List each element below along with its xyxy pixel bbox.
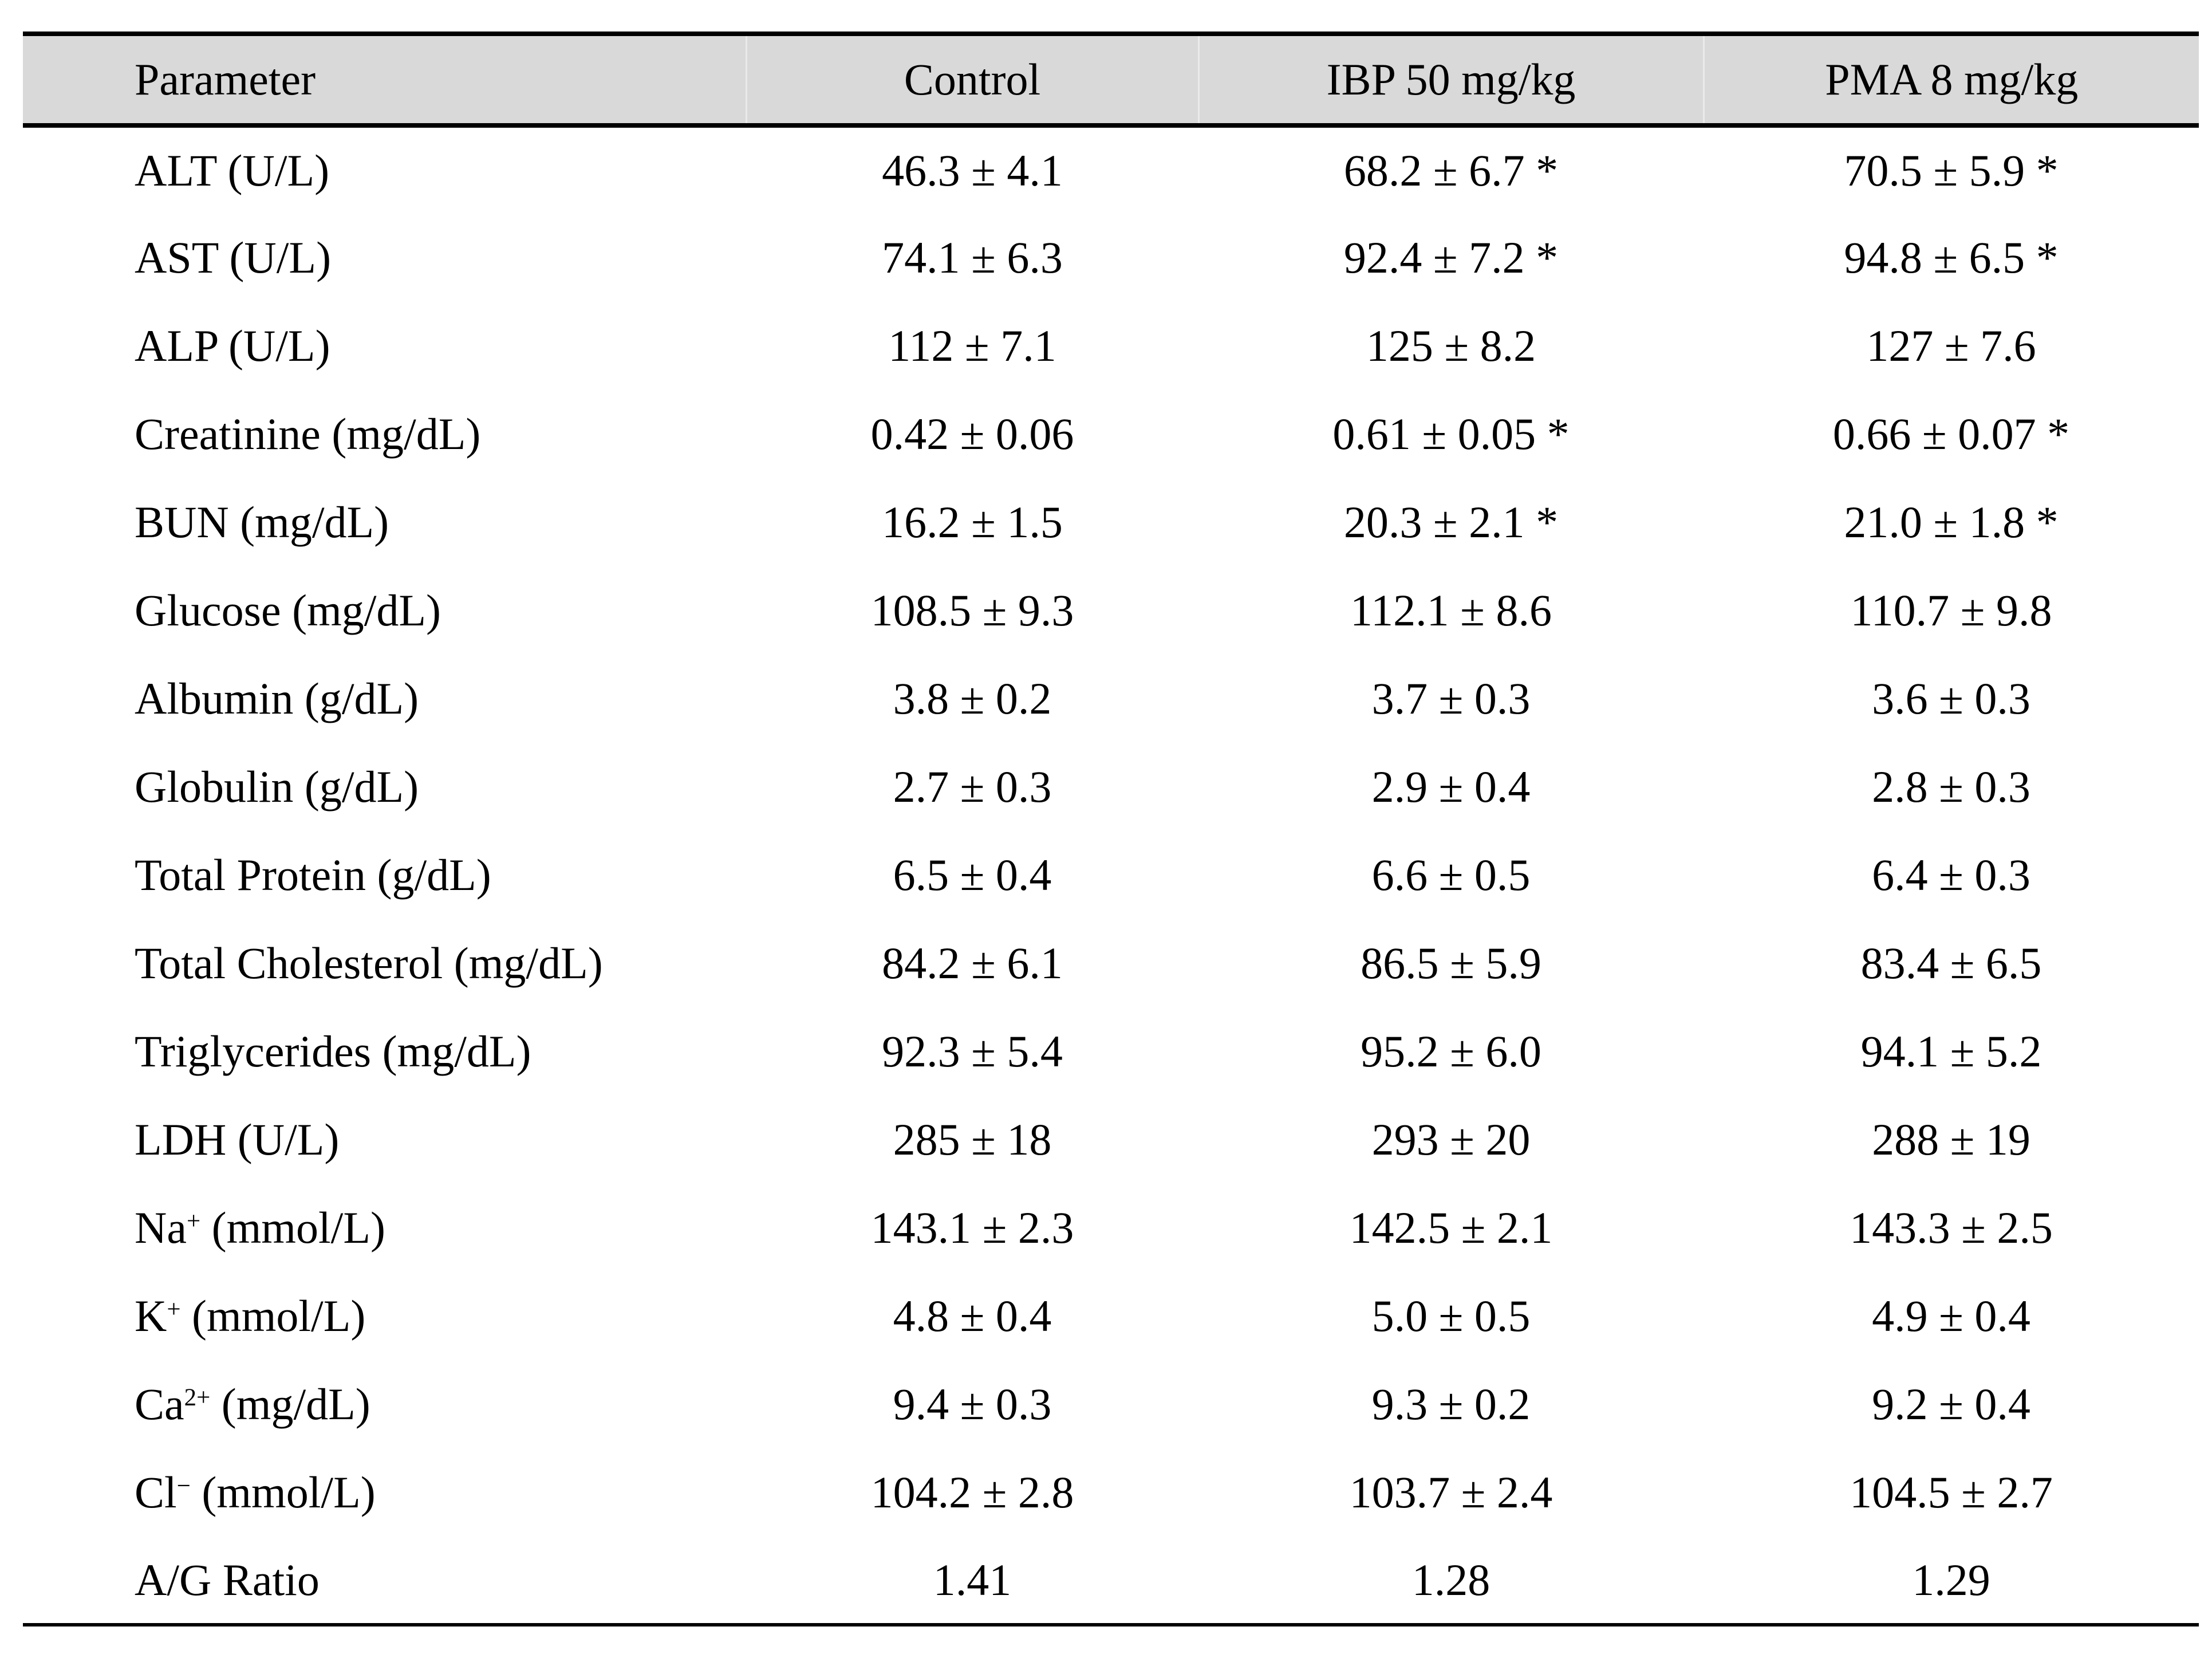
ibp-value-cell: 9.3 ± 0.2: [1371, 1379, 1531, 1429]
parameter-unit: (mmol/L): [180, 1291, 366, 1341]
parameter-cell: [23, 743, 746, 831]
pma-value-cell: 104.5 ± 2.7: [1850, 1467, 2053, 1517]
parameter-name: ALT (U/L): [135, 145, 330, 195]
control-value-cell: 84.2 ± 6.1: [882, 938, 1063, 988]
control-value-cell: 16.2 ± 1.5: [882, 497, 1063, 547]
parameter-name: Cl: [135, 1467, 177, 1517]
pma-value-cell: 2.8 ± 0.3: [1872, 762, 2030, 812]
parameter-name: Triglycerides (mg/dL): [135, 1026, 531, 1076]
parameter-cell: [23, 1272, 746, 1360]
table-row: [23, 919, 2199, 1007]
table-row: [23, 214, 2199, 302]
parameter-name: Total Protein (g/dL): [135, 850, 491, 900]
ibp-value-cell: 103.7 ± 2.4: [1349, 1467, 1553, 1517]
parameter-cell: [23, 655, 746, 743]
parameter-name: A/G Ratio: [135, 1554, 320, 1605]
pma-value-cell: 83.4 ± 6.5: [1860, 938, 2042, 988]
table-row: [23, 1272, 2199, 1360]
ibp-value-cell: 5.0 ± 0.5: [1371, 1291, 1531, 1341]
ibp-value-cell: 92.4 ± 7.2 *: [1343, 233, 1559, 282]
control-value-cell: 1.41: [933, 1554, 1012, 1605]
control-value-cell: 92.3 ± 5.4: [882, 1026, 1063, 1076]
parameter-superscript: −: [176, 1472, 191, 1500]
pma-value-cell: 6.4 ± 0.3: [1872, 850, 2030, 900]
parameter-cell: [23, 1537, 746, 1625]
parameter-name: Ca: [135, 1379, 184, 1429]
parameter-cell: [23, 919, 746, 1007]
column-header-parameter: Parameter: [23, 34, 746, 125]
pma-value-cell: 0.66 ± 0.07 *: [1832, 409, 2070, 459]
parameter-cell: [23, 566, 746, 655]
control-value-cell: 2.7 ± 0.3: [893, 762, 1052, 812]
pma-value-cell: 3.6 ± 0.3: [1872, 674, 2030, 723]
ibp-value-cell: 142.5 ± 2.1: [1349, 1203, 1553, 1253]
control-value-cell: 74.1 ± 6.3: [882, 233, 1063, 282]
header-row: [23, 34, 2199, 125]
table-row: [23, 743, 2199, 831]
parameter-superscript: +: [186, 1208, 201, 1235]
control-value-cell: 4.8 ± 0.4: [893, 1291, 1052, 1341]
parameter-unit: (mmol/L): [200, 1203, 385, 1253]
table-row: [23, 302, 2199, 390]
control-value-cell: 9.4 ± 0.3: [893, 1379, 1052, 1429]
ibp-value-cell: 6.6 ± 0.5: [1371, 850, 1531, 900]
pma-value-cell: 288 ± 19: [1872, 1114, 2030, 1164]
table-row: [23, 566, 2199, 655]
control-value-cell: 112 ± 7.1: [888, 321, 1056, 371]
ibp-value-cell: 293 ± 20: [1371, 1114, 1531, 1164]
parameter-unit: (mg/dL): [210, 1379, 370, 1429]
parameter-cell: [23, 478, 746, 566]
pma-value-cell: 4.9 ± 0.4: [1872, 1291, 2030, 1341]
table-row: [23, 1007, 2199, 1096]
table-row: [23, 478, 2199, 566]
parameter-cell: [23, 125, 746, 214]
parameter-name: Na: [135, 1203, 187, 1253]
parameter-cell: [23, 1360, 746, 1448]
column-header-pma: PMA 8 mg/kg: [1704, 34, 2199, 125]
ibp-value-cell: 112.1 ± 8.6: [1350, 585, 1552, 635]
parameter-name: Glucose (mg/dL): [135, 585, 441, 635]
parameter-cell: [23, 214, 746, 302]
parameter-cell: [23, 1184, 746, 1272]
parameter-name: Creatinine (mg/dL): [135, 409, 481, 459]
parameter-superscript: 2+: [184, 1384, 211, 1412]
table-row: [23, 390, 2199, 478]
table-row: [23, 655, 2199, 743]
parameter-name: AST (U/L): [135, 233, 332, 282]
column-header-ibp: IBP 50 mg/kg: [1198, 34, 1704, 125]
parameter-name: K: [135, 1291, 167, 1341]
table-row: [23, 125, 2199, 214]
ibp-value-cell: 3.7 ± 0.3: [1371, 674, 1531, 723]
ibp-value-cell: 2.9 ± 0.4: [1371, 762, 1531, 812]
pma-value-cell: 1.29: [1912, 1554, 1990, 1605]
parameter-cell: [23, 390, 746, 478]
parameter-name: Globulin (g/dL): [135, 762, 419, 812]
parameter-cell: [23, 302, 746, 390]
control-value-cell: 46.3 ± 4.1: [882, 145, 1063, 195]
parameter-unit: (mmol/L): [190, 1467, 376, 1517]
parameter-name: Albumin (g/dL): [135, 674, 419, 723]
pma-value-cell: 110.7 ± 9.8: [1850, 585, 2052, 635]
parameter-cell: [23, 1096, 746, 1184]
pma-value-cell: 9.2 ± 0.4: [1872, 1379, 2030, 1429]
ibp-value-cell: 0.61 ± 0.05 *: [1332, 409, 1570, 459]
parameter-name: BUN (mg/dL): [135, 497, 389, 547]
ibp-value-cell: 68.2 ± 6.7 *: [1343, 145, 1559, 195]
parameter-cell: [23, 1448, 746, 1537]
lab-results-table: [23, 31, 2199, 1626]
table-row: [23, 1096, 2199, 1184]
parameter-superscript: +: [167, 1296, 181, 1324]
column-header-control: Control: [746, 34, 1198, 125]
control-value-cell: 108.5 ± 9.3: [870, 585, 1074, 635]
pma-value-cell: 94.8 ± 6.5 *: [1844, 233, 2059, 282]
control-value-cell: 6.5 ± 0.4: [893, 850, 1052, 900]
ibp-value-cell: 1.28: [1411, 1554, 1491, 1605]
pma-value-cell: 127 ± 7.6: [1866, 321, 2036, 371]
table-row: [23, 1537, 2199, 1625]
pma-value-cell: 70.5 ± 5.9 *: [1844, 145, 2059, 195]
pma-value-cell: 21.0 ± 1.8 *: [1844, 497, 2059, 547]
control-value-cell: 0.42 ± 0.06: [870, 409, 1074, 459]
control-value-cell: 3.8 ± 0.2: [893, 674, 1052, 723]
parameter-name: LDH (U/L): [135, 1114, 340, 1164]
control-value-cell: 143.1 ± 2.3: [870, 1203, 1074, 1253]
parameter-cell: [23, 1007, 746, 1096]
ibp-value-cell: 20.3 ± 2.1 *: [1343, 497, 1559, 547]
table-row: [23, 1360, 2199, 1448]
control-value-cell: 104.2 ± 2.8: [870, 1467, 1074, 1517]
table-row: [23, 1184, 2199, 1272]
parameter-name: Total Cholesterol (mg/dL): [135, 938, 603, 988]
ibp-value-cell: 86.5 ± 5.9: [1361, 938, 1541, 988]
pma-value-cell: 143.3 ± 2.5: [1850, 1203, 2053, 1253]
ibp-value-cell: 125 ± 8.2: [1366, 321, 1536, 371]
parameter-cell: [23, 831, 746, 919]
table-row: [23, 1448, 2199, 1537]
parameter-name: ALP (U/L): [135, 321, 330, 371]
control-value-cell: 285 ± 18: [893, 1114, 1052, 1164]
table-row: [23, 831, 2199, 919]
ibp-value-cell: 95.2 ± 6.0: [1361, 1026, 1541, 1076]
pma-value-cell: 94.1 ± 5.2: [1860, 1026, 2042, 1076]
